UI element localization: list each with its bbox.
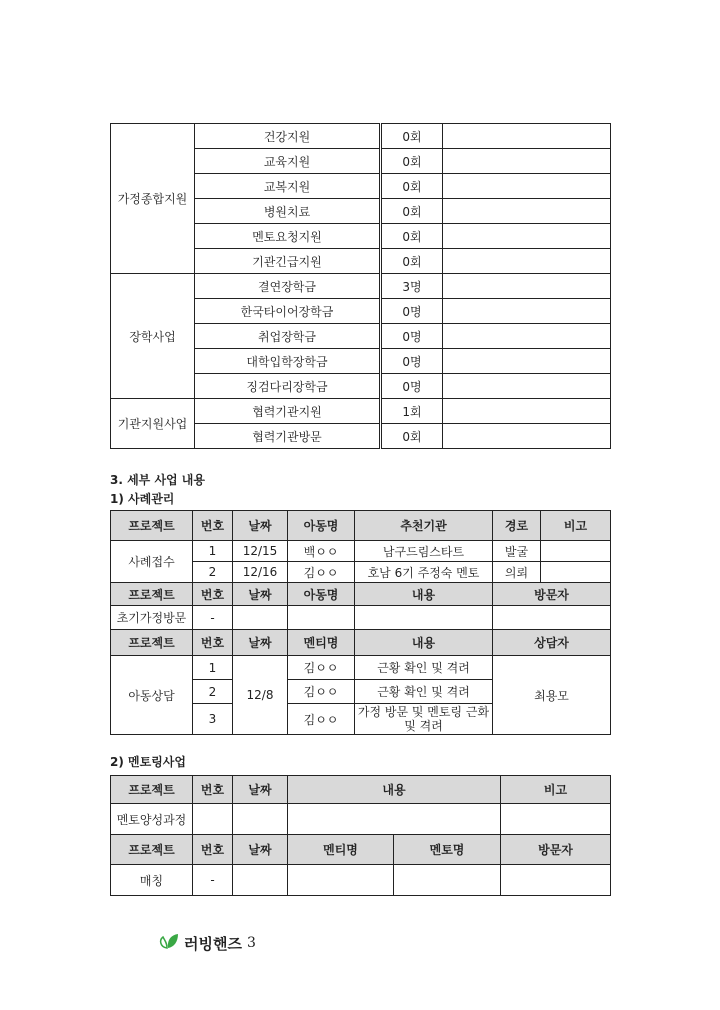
item-value: 1회	[381, 399, 443, 424]
row-child-name	[288, 606, 355, 630]
item-value: 0회	[381, 124, 443, 149]
row-route: 의뢰	[493, 562, 541, 583]
item-note	[443, 299, 611, 324]
group-name: 가정종합지원	[111, 124, 195, 274]
item-value: 0회	[381, 424, 443, 449]
visit-project: 초기가정방문	[111, 606, 193, 630]
header-mentor-name: 멘토명	[394, 835, 501, 865]
mentoring-table	[110, 775, 611, 896]
header-number: 번호	[193, 511, 233, 541]
header-content: 내용	[355, 630, 493, 656]
header-note: 비고	[501, 776, 611, 804]
item-label: 취업장학금	[195, 324, 381, 349]
counsel-header-row	[111, 630, 611, 656]
header-content: 내용	[288, 776, 501, 804]
row-number: 3	[193, 704, 233, 735]
item-label: 기관긴급지원	[195, 249, 381, 274]
header-visitor: 방문자	[493, 583, 611, 606]
table-row	[111, 124, 611, 149]
row-date	[233, 804, 288, 835]
row-visitor	[501, 865, 611, 896]
table-row	[111, 804, 611, 835]
item-label: 징검다리장학금	[195, 374, 381, 399]
header-mentee-name: 멘티명	[288, 835, 394, 865]
group-name: 기관지원사업	[111, 399, 195, 449]
header-project: 프로젝트	[111, 776, 193, 804]
header-number: 번호	[193, 583, 233, 606]
item-note	[443, 374, 611, 399]
row-date: 12/15	[233, 541, 288, 562]
row-route: 발굴	[493, 541, 541, 562]
header-number: 번호	[193, 776, 233, 804]
row-child-name: 백ㅇㅇ	[288, 541, 355, 562]
header-number: 번호	[193, 630, 233, 656]
header-project: 프로젝트	[111, 835, 193, 865]
row-mentee-name: 김ㅇㅇ	[288, 704, 355, 735]
row-visitor	[493, 606, 611, 630]
item-note	[443, 424, 611, 449]
header-date: 날짜	[233, 835, 288, 865]
item-label: 교복지원	[195, 174, 381, 199]
header-mentee-name: 멘티명	[288, 630, 355, 656]
row-content: 가정 방문 및 멘토링 근화 및 격려	[355, 704, 493, 735]
counselor-name: 최용모	[493, 656, 611, 735]
row-date	[233, 865, 288, 896]
header-visitor: 방문자	[501, 835, 611, 865]
header-date: 날짜	[233, 511, 288, 541]
row-mentee-name: 김ㅇㅇ	[288, 680, 355, 704]
item-note	[443, 224, 611, 249]
item-note	[443, 274, 611, 299]
page-footer	[158, 932, 256, 954]
header-date: 날짜	[233, 776, 288, 804]
item-label: 협력기관방문	[195, 424, 381, 449]
item-note	[443, 249, 611, 274]
item-label: 건강지원	[195, 124, 381, 149]
counsel-project: 아동상담	[111, 656, 193, 735]
mentoring-header-row	[111, 776, 611, 804]
support-summary-table	[110, 123, 611, 449]
row-date: 12/16	[233, 562, 288, 583]
row-number: 2	[193, 680, 233, 704]
counsel-date: 12/8	[233, 656, 288, 735]
item-note	[443, 149, 611, 174]
item-value: 0회	[381, 199, 443, 224]
row-note	[541, 541, 611, 562]
row-content	[288, 804, 501, 835]
table-row	[111, 541, 611, 562]
item-value: 0회	[381, 149, 443, 174]
header-counselor: 상담자	[493, 630, 611, 656]
row-note	[501, 804, 611, 835]
subsection-case-management: 1) 사례관리	[110, 492, 175, 506]
table-row	[111, 399, 611, 424]
item-value: 0명	[381, 299, 443, 324]
row-number: 1	[193, 656, 233, 680]
item-note	[443, 124, 611, 149]
header-content: 내용	[355, 583, 493, 606]
course-project: 멘토양성과정	[111, 804, 193, 835]
row-number: 1	[193, 541, 233, 562]
item-label: 병원치료	[195, 199, 381, 224]
table-row	[111, 274, 611, 299]
subsection-mentoring: 2) 멘토링사업	[110, 755, 186, 769]
header-note: 비고	[541, 511, 611, 541]
item-note	[443, 174, 611, 199]
item-value: 0명	[381, 374, 443, 399]
page-number: 3	[246, 935, 256, 951]
case-header-row	[111, 511, 611, 541]
table-row	[111, 865, 611, 896]
row-child-name: 김ㅇㅇ	[288, 562, 355, 583]
header-project: 프로젝트	[111, 630, 193, 656]
header-route: 경로	[493, 511, 541, 541]
header-project: 프로젝트	[111, 511, 193, 541]
row-mentee-name: 김ㅇㅇ	[288, 656, 355, 680]
leaf-logo-icon	[158, 932, 180, 954]
item-note	[443, 349, 611, 374]
item-label: 결연장학금	[195, 274, 381, 299]
row-content	[355, 606, 493, 630]
header-number: 번호	[193, 835, 233, 865]
matching-header-row	[111, 835, 611, 865]
row-org: 남구드림스타트	[355, 541, 493, 562]
row-mentor-name	[394, 865, 501, 896]
group-name: 장학사업	[111, 274, 195, 399]
matching-project: 매칭	[111, 865, 193, 896]
header-date: 날짜	[233, 630, 288, 656]
item-label: 멘토요청지원	[195, 224, 381, 249]
row-mentee-name	[288, 865, 394, 896]
row-note	[541, 562, 611, 583]
brand-name: 러빙핸즈	[184, 934, 242, 953]
item-note	[443, 399, 611, 424]
item-value: 0회	[381, 224, 443, 249]
item-value: 3명	[381, 274, 443, 299]
reception-project: 사례접수	[111, 541, 193, 583]
header-date: 날짜	[233, 583, 288, 606]
header-project: 프로젝트	[111, 583, 193, 606]
table-row	[111, 656, 611, 680]
case-management-table	[110, 510, 611, 735]
item-label: 교육지원	[195, 149, 381, 174]
header-child-name: 아동명	[288, 511, 355, 541]
row-date	[233, 606, 288, 630]
row-content: 근황 확인 및 격려	[355, 656, 493, 680]
row-content: 근황 확인 및 격려	[355, 680, 493, 704]
item-label: 대학입학장학금	[195, 349, 381, 374]
item-value: 0회	[381, 174, 443, 199]
row-number: -	[193, 606, 233, 630]
item-value: 0명	[381, 349, 443, 374]
item-note	[443, 324, 611, 349]
header-child-name: 아동명	[288, 583, 355, 606]
row-org: 호남 6기 주정숙 멘토	[355, 562, 493, 583]
item-label: 협력기관지원	[195, 399, 381, 424]
section-title: 3. 세부 사업 내용	[110, 473, 205, 487]
row-number: -	[193, 865, 233, 896]
item-value: 0명	[381, 324, 443, 349]
visit-header-row	[111, 583, 611, 606]
item-label: 한국타이어장학금	[195, 299, 381, 324]
table-row	[111, 606, 611, 630]
item-value: 0회	[381, 249, 443, 274]
header-recommending-org: 추천기관	[355, 511, 493, 541]
item-note	[443, 199, 611, 224]
row-number	[193, 804, 233, 835]
row-number: 2	[193, 562, 233, 583]
